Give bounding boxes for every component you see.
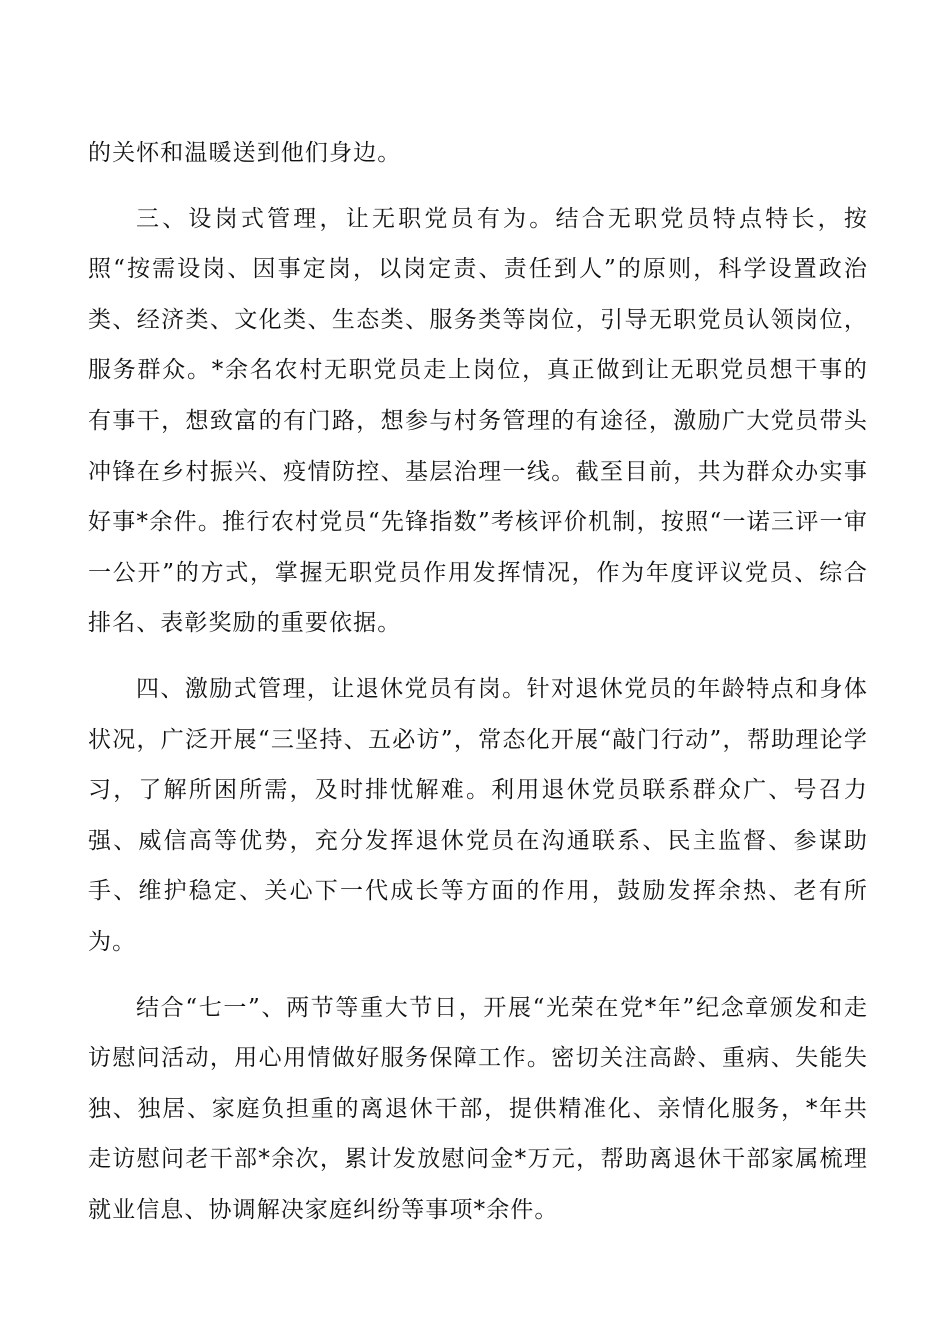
paragraph-section-four: 四、激励式管理，让退休党员有岗。针对退休党员的年龄特点和身体状况，广泛开展“三坚持、五必访”，常态化开展“敲门行动”，帮助理论学习，了解所困所需，及时排忧解难。利用退休党员联系群众广、号召力强、威信高等优势，充分发挥退休党员在沟通联系、民主监督、参谋助手、维护稳定、关心下一代成长等方面的作用，鼓励发挥余热、老有所为。 (88, 675, 868, 955)
paragraph-section-three: 三、设岗式管理，让无职党员有为。结合无职党员特点特长，按照“按需设岗、因事定岗，以岗定责、责任到人”的原则，科学设置政治类、经济类、文化类、生态类、服务类等岗位，引导无职党员认领岗位，服务群众。*余名农村无职党员走上岗位，真正做到让无职党员想干事的有事干，想致富的有门路，想参与村务管理的有途径，激励广大党员带头冲锋在乡村振兴、疫情防控、基层治理一线。截至目前，共为群众办实事好事*余件。推行农村党员“先锋指数”考核评价机制，按照“一诺三评一审一公开”的方式，掌握无职党员作用发挥情况，作为年度评议党员、综合排名、表彰奖励的重要依据。 (88, 205, 868, 637)
paragraph-continuation: 的关怀和温暖送到他们身边。 (88, 140, 402, 166)
paragraph-holiday-visits: 结合“七一”、两节等重大节日，开展“光荣在党*年”纪念章颁发和走访慰问活动，用心用情做好服务保障工作。密切关注高龄、重病、失能失独、独居、家庭负担重的离退休干部，提供精准化、亲情化服务，*年共走访慰问老干部*余次，累计发放慰问金*万元，帮助离退休干部家属梳理就业信息、协调解决家庭纠纷等事项*余件。 (88, 994, 868, 1223)
document-body (88, 128, 868, 1235)
